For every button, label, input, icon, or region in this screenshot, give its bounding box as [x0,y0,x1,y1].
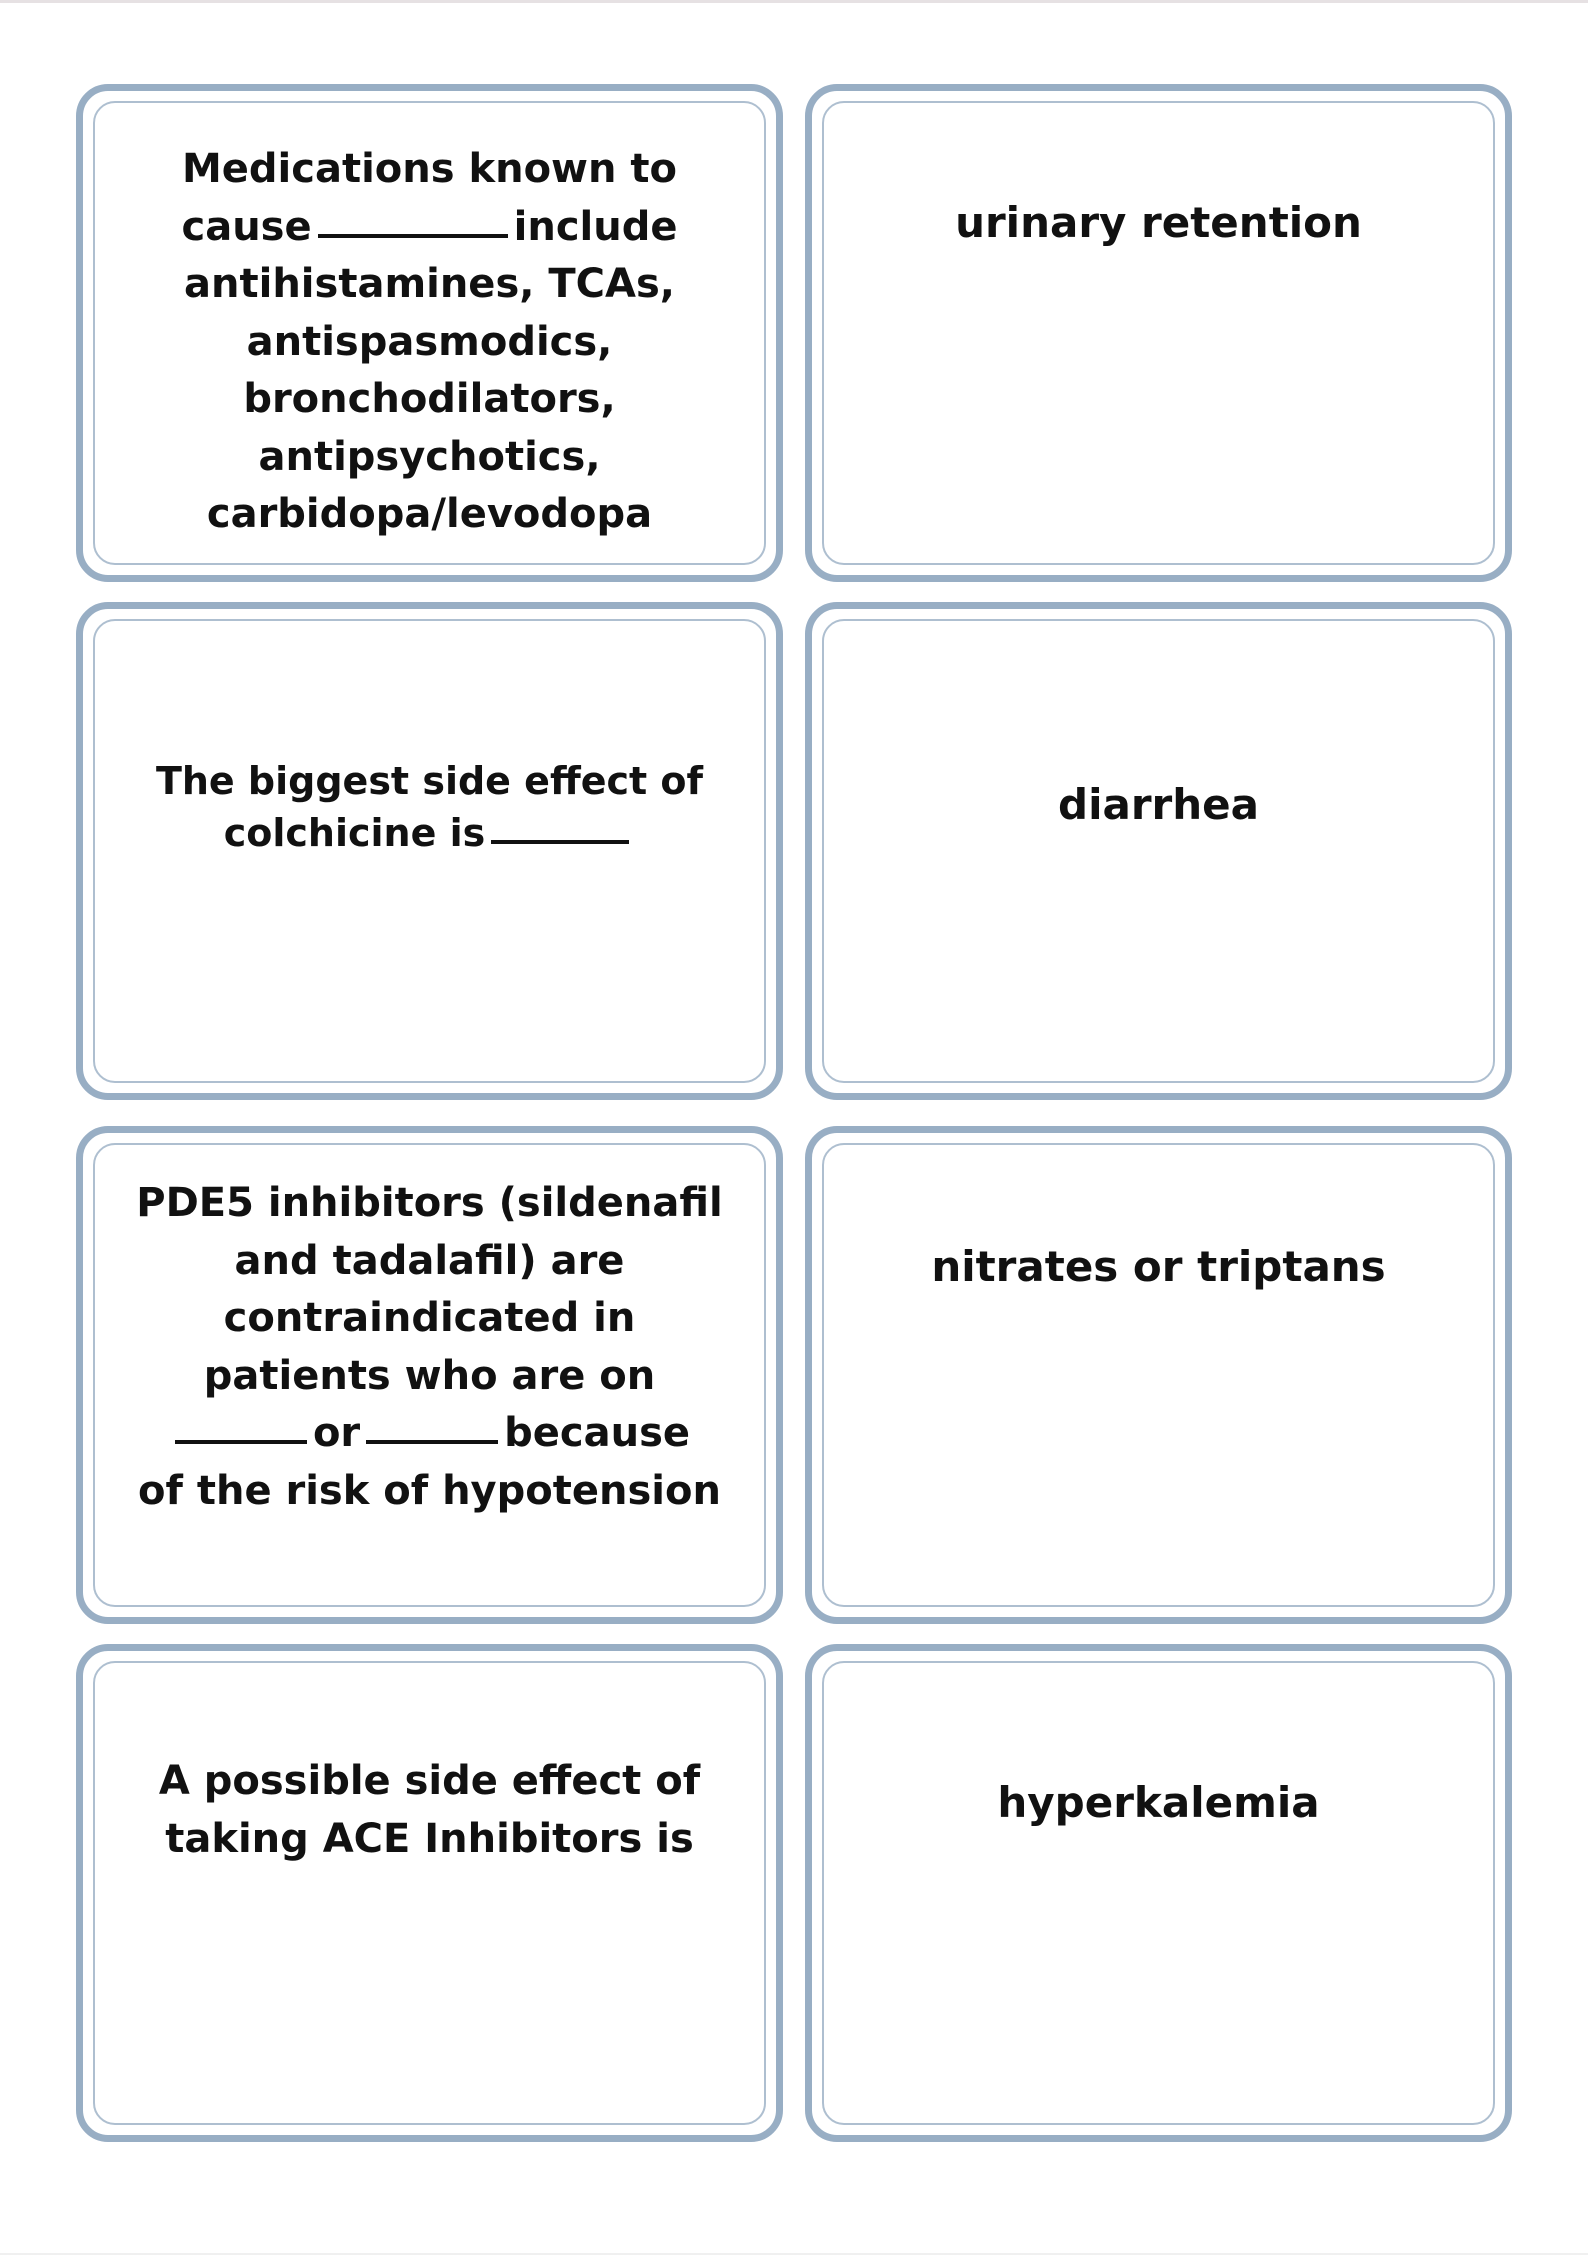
card-inner-border [822,1661,1495,2125]
flashcard-question-1[interactable] [76,84,783,582]
answer-blank [175,1440,307,1444]
question-line: A possible side effect of [158,1758,701,1804]
question-line: taking ACE Inhibitors is [165,1815,694,1862]
card-inner-border [822,101,1495,565]
flashcard-question-4[interactable] [76,1644,783,2142]
flashcard-answer-3[interactable] [805,1126,1512,1624]
answer-text-2: diarrhea [1058,780,1259,829]
question-text-2 [83,755,776,859]
question-line: Medications known to [181,146,678,192]
question-line [129,199,730,257]
top-divider [0,0,1588,3]
answer-blank [491,840,629,844]
question-text-3 [83,1175,776,1520]
question-line: PDE5 inhibitors (sildenafil [136,1180,723,1226]
flashcard-question-2[interactable] [76,602,783,1100]
flashcard-question-3[interactable] [76,1126,783,1624]
question-fragment: colchicine is [223,811,486,855]
answer-text-1: urinary retention [955,198,1362,247]
question-line: antispasmodics, [246,318,613,365]
answer-text-4: hyperkalemia [997,1778,1320,1827]
question-line: of the risk of hypotension [138,1467,721,1514]
question-text-4 [83,1753,776,1868]
answer-blank [366,1440,498,1444]
question-text-1 [83,141,776,544]
flashcard-answer-1[interactable] [805,84,1512,582]
question-line: The biggest side effect of [155,759,704,803]
question-fragment: because [504,1410,691,1456]
flashcard-answer-2[interactable] [805,602,1512,1100]
question-line [143,807,716,859]
question-line: patients who are on [203,1352,656,1399]
question-fragment: cause [181,203,312,250]
question-line: carbidopa/levodopa [206,491,653,537]
answer-blank [318,234,508,238]
question-line [113,1405,746,1463]
question-line: bronchodilators, [243,376,616,422]
flashcard-answer-4[interactable] [805,1644,1512,2142]
card-inner-border [822,1143,1495,1607]
question-fragment: include [513,203,678,250]
card-inner-border [93,1661,766,2125]
answer-text-3: nitrates or triptans [931,1242,1386,1291]
card-inner-border [822,619,1495,1083]
question-line: antipsychotics, [258,433,601,480]
question-line: contraindicated in [223,1295,636,1341]
question-line: antihistamines, TCAs, [184,261,675,307]
question-fragment: or [312,1410,361,1456]
question-line: and tadalafil) are [234,1237,625,1284]
